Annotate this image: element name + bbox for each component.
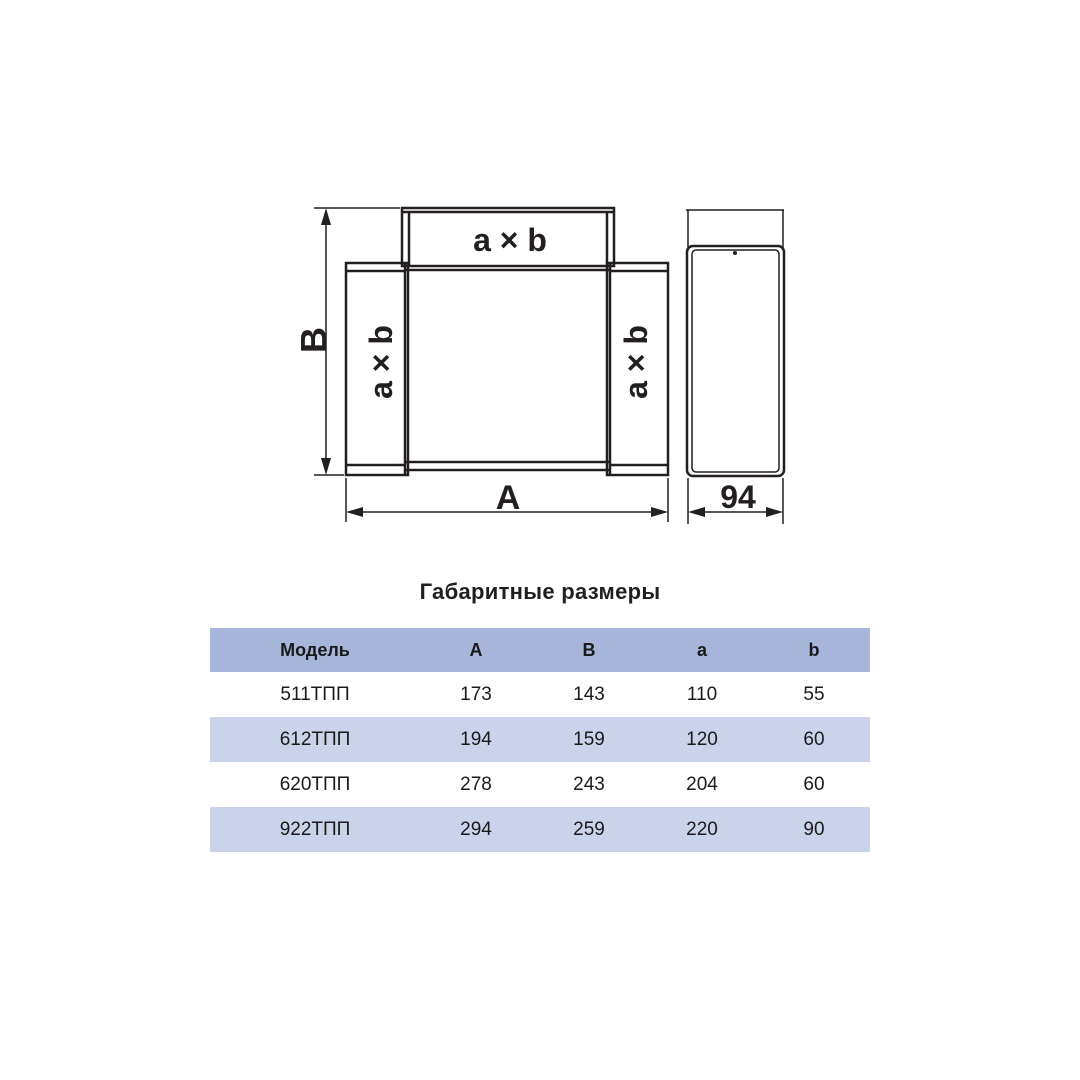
header-B: B	[582, 639, 596, 660]
dim-b-arrow-top	[321, 208, 331, 225]
cell-a: 220	[686, 818, 718, 840]
dimensions-table	[210, 628, 870, 852]
dim-a-arrow-right	[651, 507, 668, 517]
side-view	[686, 210, 784, 476]
cell-b: 60	[803, 773, 825, 795]
table-row	[210, 717, 870, 762]
cell-B: 243	[573, 773, 605, 795]
cell-A: 173	[460, 683, 492, 705]
table-row	[210, 762, 870, 807]
cell-b: 90	[803, 818, 825, 840]
table-row	[210, 672, 870, 717]
side-body-inner	[692, 250, 779, 472]
cell-model: 612ТПП	[279, 728, 351, 750]
left-branch-label: a × b	[363, 325, 399, 399]
header-b: b	[808, 639, 820, 660]
table-title: Габаритные размеры	[419, 579, 661, 604]
cell-b: 60	[803, 728, 825, 750]
side-body-dot	[733, 251, 737, 255]
header-a: a	[696, 639, 707, 660]
dim-b-arrow-bottom	[321, 458, 331, 475]
table-header-row	[210, 628, 870, 672]
dim-b-label: B	[293, 327, 334, 353]
cell-B: 259	[573, 818, 605, 840]
cell-A: 278	[460, 773, 492, 795]
dim-side-arrow-right	[766, 507, 783, 517]
cell-A: 294	[460, 818, 492, 840]
cell-model: 922ТПП	[279, 818, 351, 840]
table-row	[210, 807, 870, 852]
cell-b: 55	[803, 683, 825, 705]
dim-side-arrow-left	[688, 507, 705, 517]
header-model: Модель	[280, 639, 350, 660]
cell-a: 204	[686, 773, 718, 795]
cell-model: 620ТПП	[279, 773, 351, 795]
cell-A: 194	[460, 728, 492, 750]
cell-B: 143	[573, 683, 605, 705]
right-branch-label: a × b	[618, 325, 654, 399]
cell-a: 120	[686, 728, 718, 750]
dim-a-arrow-left	[346, 507, 363, 517]
header-A: A	[469, 639, 483, 660]
top-branch-label: a × b	[473, 222, 547, 258]
cell-a: 110	[686, 683, 718, 705]
dim-a-label: A	[495, 479, 521, 517]
dim-side-label: 94	[720, 479, 756, 515]
side-body-outer	[687, 246, 784, 476]
cell-B: 159	[573, 728, 605, 750]
cell-model: 511ТПП	[280, 683, 350, 705]
